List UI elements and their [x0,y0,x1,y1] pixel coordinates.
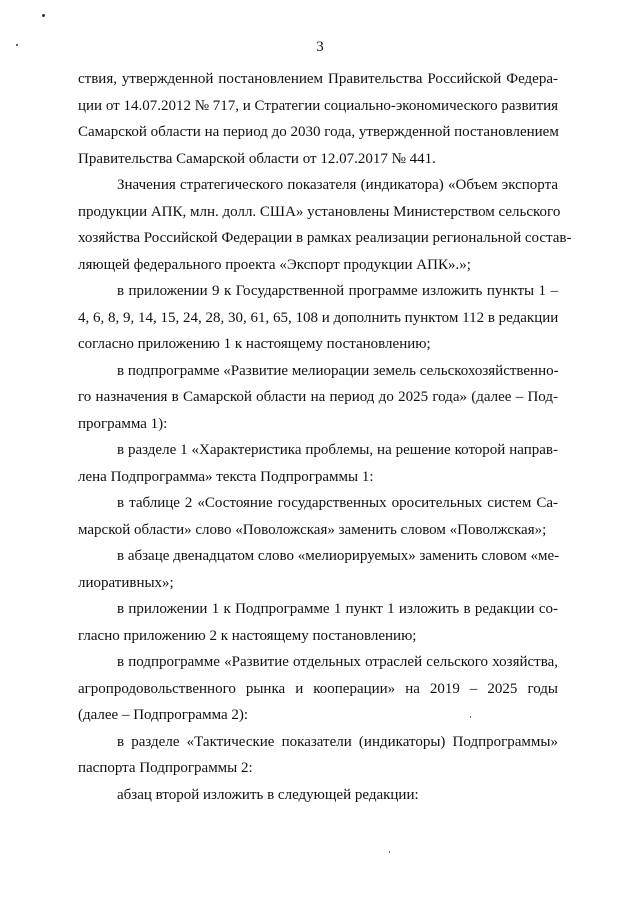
paragraph-line: ствия, утвержденной постановлением Правительства Российской Федера- [78,71,558,87]
paragraph-line: лена Подпрограмма» текста Подпрограммы 1: [78,468,374,485]
paragraph-line: согласно приложению 1 к настоящему постановлению; [78,336,431,352]
paragraph-line: в подпрограмме «Развитие мелиорации земель сельскохозяйственно- [117,362,559,379]
paragraph-line: Значения стратегического показателя (индикатора) «Объем экспорта [117,177,558,193]
paragraph-line: агропродовольственного рынка и кооперации» на 2019 – 2025 годы [78,680,558,697]
paragraph-line: в абзаце двенадцатом слово «мелиорируемых» заменить словом «ме- [117,548,560,564]
paragraph-line: в приложении 9 к Государственной программе изложить пункты 1 – [117,283,558,299]
paragraph-line: программа 1): [78,415,168,432]
page-number: 3 [316,39,324,55]
paragraph-line: абзац второй изложить в следующей редакции: [117,786,419,803]
paragraph-line: продукции АПК, млн. долл. США» установлены Министерством сельского [78,203,561,220]
paragraph-line: в приложении 1 к Подпрограмме 1 пункт 1 изложить в редакции со- [117,601,558,617]
paragraph-line: паспорта Подпрограммы 2: [78,760,253,776]
paragraph-line: марской области» слово «Поволожская» заменить словом «Поволжская»; [78,521,547,538]
paragraph-line: 4, 6, 8, 9, 14, 15, 24, 28, 30, 61, 65, 108 и дополнить пунктом 112 в редакции [78,309,559,326]
paragraph-line: Правительства Самарской области от 12.07.2017 № 441. [78,150,436,167]
paragraph-line: ции от 14.07.2012 № 717, и Стратегии социально-экономического развития [78,97,559,114]
paragraph-line: ляющей федерального проекта «Экспорт продукции АПК».»; [78,256,471,273]
paragraph-line: лиоративных»; [78,574,174,591]
scan-speck [389,851,390,853]
paragraph-line: хозяйства Российской Федерации в рамках реализации региональной состав- [78,230,572,246]
scan-speck [42,14,45,17]
paragraph-line: (далее – Подпрограмма 2): [78,707,249,723]
paragraph-line: в таблице 2 «Состояние государственных оросительных систем Са- [117,495,558,511]
paragraph-line: го назначения в Самарской области на период до 2025 года» (далее – Под- [78,389,558,405]
paragraph-line: в подпрограмме «Развитие отдельных отраслей сельского хозяйства, [117,654,558,670]
paragraph-line: в разделе 1 «Характеристика проблемы, на решение которой направ- [117,442,558,458]
paragraph-line: в разделе «Тактические показатели (индикаторы) Подпрограммы» [117,733,558,750]
paragraph-line: гласно приложению 2 к настоящему постановлению; [78,627,417,644]
paragraph-line: Самарской области на период до 2030 года, утвержденной постановлением [78,124,559,140]
